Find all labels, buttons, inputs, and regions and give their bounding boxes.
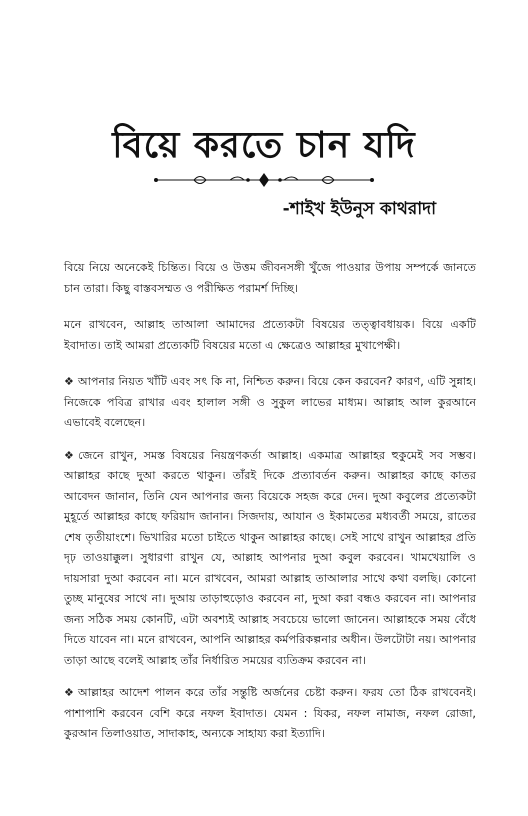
decorative-flourish-icon — [150, 170, 378, 190]
paragraph-text: আল্লাহর আদেশ পালন করে তাঁর সন্তুষ্টি অর্জনের চেষ্টা করুন। ফরয তো ঠিক রাখবেনই। পাশাপাশি করবেন বেশি করে নফল ইবাদাত। যেমন : যিকর, নফল নামাজ, নফল রোজা, কুরআন তিলাওয়াত, সাদাকাহ, অন্যকে সাহায্য করা ইত্যাদি। — [64, 686, 476, 740]
four-diamond-bullet-icon: ❖ — [64, 375, 74, 388]
four-diamond-bullet-icon: ❖ — [64, 686, 74, 699]
paragraph-text: আপনার নিয়ত খাঁটি এবং সৎ কি না, নিশ্চিত করুন। বিয়ে কেন করবেন? কারণ, এটি সুন্নাহ। নিজেকে পবিত্র রাখার এবং হালাল সঙ্গী ও সুকুল লাভের মাধ্যম। আল্লাহ আল কুরআনে এভাবেই বলেছেন। — [64, 375, 476, 429]
bullet-paragraph-intention — [64, 372, 476, 434]
four-diamond-bullet-icon: ❖ — [64, 448, 74, 462]
bullet-paragraph-dua — [64, 446, 476, 672]
bullet-paragraph-obedience — [64, 683, 476, 745]
paragraph-text: বিয়ে নিয়ে অনেকেই চিন্তিত। বিয়ে ও উত্তম জীবনসঙ্গী খুঁজে পাওয়ার উপায় সম্পর্কে জানতে চান তারা। কিছু বাস্তবসম্মত ও পরীক্ষিত পরামর্শ দিচ্ছি। — [64, 261, 476, 295]
article-body — [64, 258, 476, 761]
paragraph-text: জেনে রাখুন, সমস্ত বিষয়ের নিয়ন্ত্রণকর্তা আল্লাহ। একমাত্র আল্লাহর হুকুমেই সব সম্ভব। আল্লাহর কাছে দুআ করতে থাকুন। তাঁরই দিকে প্রত্যাবর্তন করুন। আল্লাহর কাছে কাতর আবেদন জানান, তিনি যেন আপনার জন্য বিয়েকে সহজ করে দেন। দুআ কবুলের প্রত্যেকটা মুহূর্তে আল্লাহর কাছে ফরিয়াদ জানান। সিজদায়, আযান ও ইকামতের মধ্যবর্তী সময়ে, রাতের শেষ তৃতীয়াংশে। ভিখারির মতো চাইতে থাকুন আল্লাহর কাছে। সেই সাথে রাখুন আল্লাহর প্রতি দৃঢ় তাওয়াক্কুল। সুধারণা রাখুন যে, আল্লাহ আপনার দুআ কবুল করবেন। খামখেয়ালি ও দায়সারা দুআ করবেন না। মনে রাখবেন, আমরা আল্লাহ তাআলার সাথে কথা বলছি। কোনো তুচ্ছ মানুষের সাথে না। দুআয় তাড়াহুড়োও করবেন না, দুআ করা বন্ধও করবেন না। আপনার জন্য সঠিক সময় কোনটি, এটা অবশ্যই আল্লাহ সবচেয়ে ভালো জানেন। আল্লাহকে সময় বেঁধে দিতে যাবেন না। মনে রাখবেন, আপনি আল্লাহর কর্মপরিকল্পনার অধীন। উলটোটা নয়। আপনার তাড়া আছে বলেই আল্লাহ তাঁর নির্ধারিত সময়ের ব্যতিক্রম করবেন না। — [64, 448, 476, 667]
paragraph-intro — [64, 258, 476, 299]
paragraph-reminder — [64, 315, 476, 356]
paragraph-text: মনে রাখবেন, আল্লাহ তাআলা আমাদের প্রত্যেকটা বিষয়ের তত্ত্বাবধায়ক। বিয়ে একটি ইবাদাত। তাই আমরা প্রত্যেকটি বিষয়ের মতো এ ক্ষেত্রেও আল্লাহর মুখাপেক্ষী। — [64, 318, 476, 352]
author-byline: -শাইখ ইউনুস কাথরাদা — [282, 199, 436, 219]
page-title: বিয়ে করতে চান যদি — [112, 124, 416, 166]
